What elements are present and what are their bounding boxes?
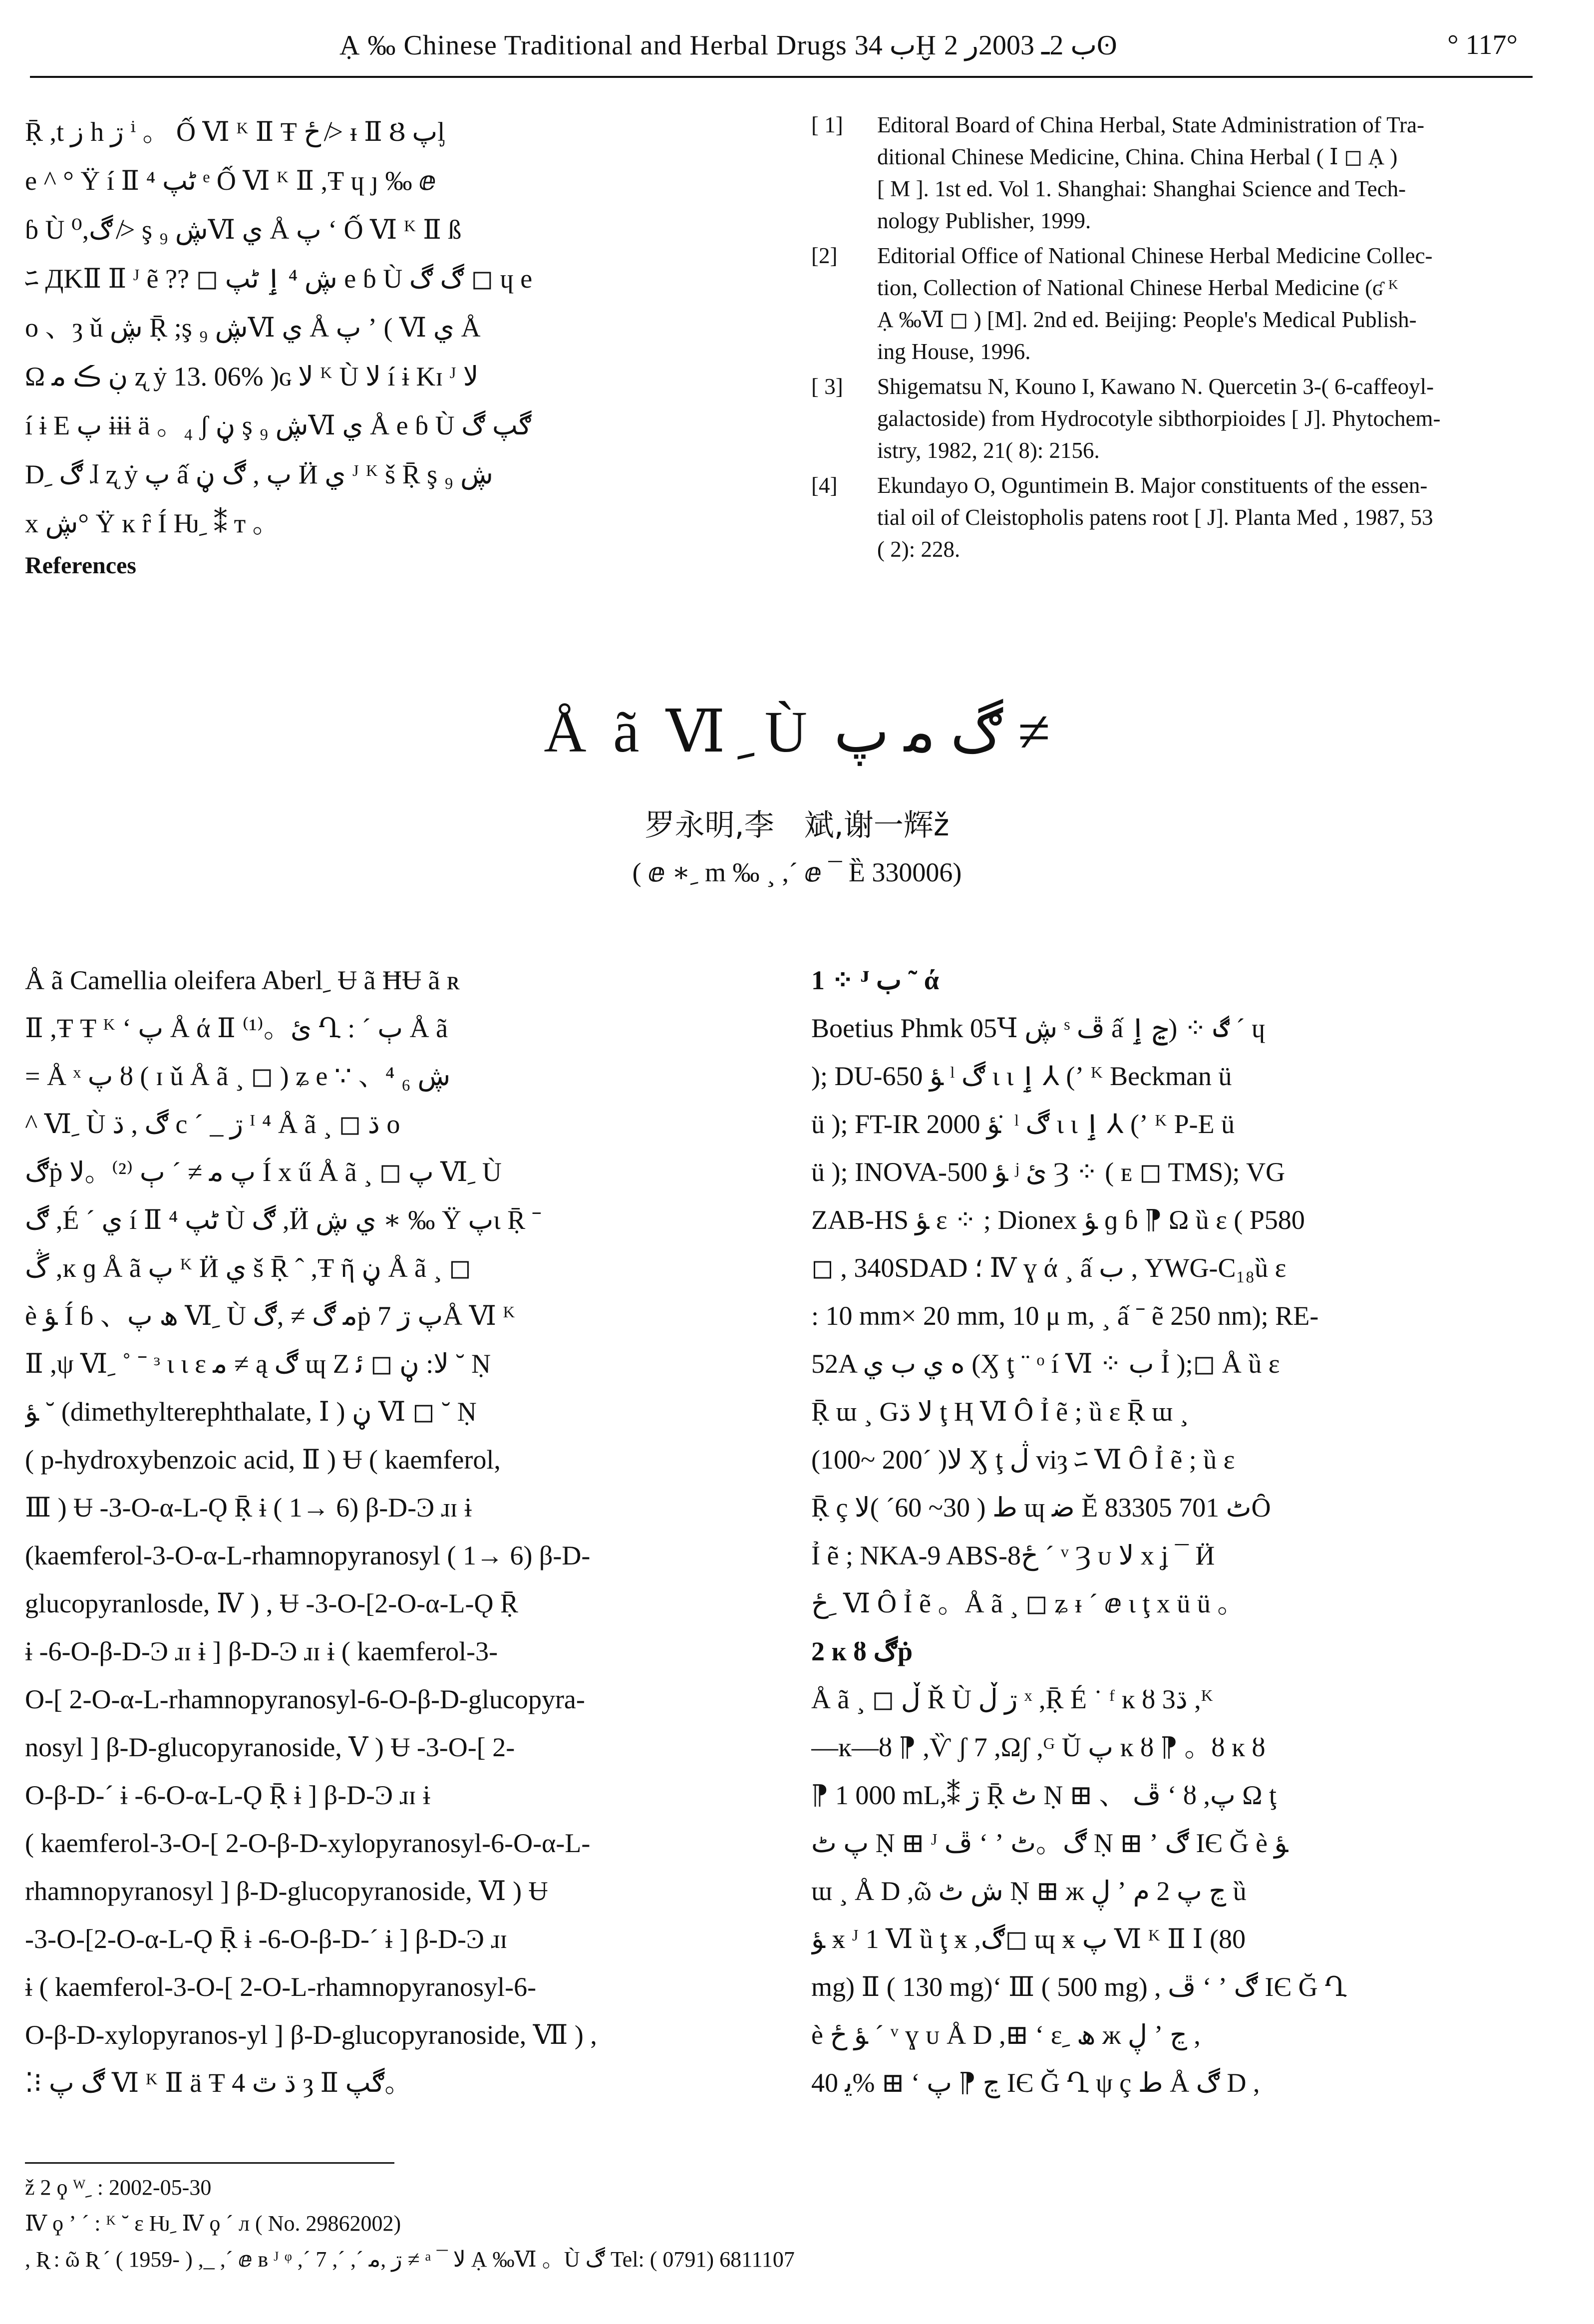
- text-line: —ĸ—ȣ ⁋ ,Ѷ ʃ 7 ,Ωʃ ,ᴳ Ŭ پ ĸ ȣ ⁋ 。ȣ ĸ ȣ: [811, 1732, 1266, 1762]
- reference-line: [ M ]. 1st ed. Vol 1. Shanghai: Shanghai Science and Tech-: [877, 176, 1406, 201]
- references-heading: References: [25, 552, 136, 579]
- text-line: Boetius Phmk 05Ɥ ڜ ˢ ڦ ấ ڰ ⁘ (ڃ ٳ ˊ ɥ: [811, 1013, 1266, 1043]
- header-rule: [30, 76, 1533, 78]
- article-title: Å ã Ⅵ ِ Ù ڰ ﻣ پ ≠: [544, 699, 1050, 765]
- reference-number: [ 3]: [811, 374, 843, 399]
- reference-list: [811, 109, 1545, 568]
- text-line: پ ٹ Ṇ ⊞ ᴶ ڦ ʻ ʼ ڰ。ٹ Ṇ ⊞ ʼ ڰ ΙЄ Ğ è ﺆ: [811, 1828, 1288, 1858]
- text-line: e ^ ° Ÿ í Ⅱ ⁴ ٹپ ᵉ Ố Ⅵ ᴷ Ⅱ ,Ŧ ɥ ȷ ‰ ⅇ: [25, 166, 436, 196]
- text-line: í ɨ E پ ɨɨɨ ä 。₄ ʃ ڼ ş ₉ ڜⅥ ي Å e ɓ Ù ڰپ ڰ: [25, 410, 532, 440]
- text-line: -3-O-[2-O-α-L-Ǫ Ṝ ɨ -6-O-β-D-ˊ ɨ ] β-D-Ͽ ɹɪ: [25, 1924, 508, 1954]
- text-line: ɓ Ù ڰ,⁰ ≯ ş ₉ ڜⅥ ي Å پ ʻ Ố Ⅵ ᴷ Ⅱ ß: [25, 215, 462, 245]
- running-header: [30, 20, 1533, 80]
- text-line: O-[ 2-O-α-L-rhamnopyranosyl-6-O-β-D-glucopyra-: [25, 1684, 585, 1714]
- text-line: ( p-hydroxybenzoic acid, Ⅱ ) Ʉ ( kaemferol,: [25, 1445, 501, 1475]
- reference-line: nology Publisher, 1999.: [877, 208, 1091, 233]
- reference-line: Editoral Board of China Herbal, State Administration of Tra-: [877, 112, 1425, 137]
- text-line: glucopyranlosde, Ⅳ ) , Ʉ -3-O-[2-O-α-L-Ǫ Ṝ: [25, 1588, 518, 1618]
- reference-line: Editorial Office of National Chinese Herbal Medicine Collec-: [877, 243, 1433, 268]
- text-line: o 、ȝ ǔ ڜ Ṝ ;ş ₉ ڜⅥ ي Å پ ʼ ( Ⅵ ي Å: [25, 313, 481, 343]
- text-line: ⁋ 1 000 mL,⁑ ڗ Ṝ ٹ Ṇ ⊞ 、 ڦ ʻ ȣ ,پ Ω ţ: [811, 1780, 1277, 1810]
- reference-entry: [811, 109, 1545, 237]
- text-line: ( kaemferol-3-O-[ 2-O-β-D-xylopyranosyl-6-O-α-L-: [25, 1828, 591, 1858]
- text-line: Ⅱ ,Ŧ Ŧ ᴷ ʻ پ Å ά Ⅱ ⁽¹⁾。ئ Ղ : ˊ ٻ Å ã: [25, 1013, 448, 1043]
- text-line: ڴ ,ĸ ɡ Å ã پ ᴷ Ӥ ي š Ṝ ˆ ,Ŧ ῆ ڼ Å ã ¸ ◻: [25, 1253, 471, 1283]
- reference-number: [4]: [811, 473, 838, 498]
- text-line: Ⅱ ,ψ Ⅵ ِ ˚ ˉ ᵌ ɩ ɩ ɛ ﻣ ≠ ą ڰ ɰ Ζ ﻻ: ڼ ◻ ﺋ ˘ Ṇ: [25, 1349, 491, 1379]
- text-line: ﺆ ˘ (dimethylterephthalate, Ⅰ ) ڼ Ⅵ ◻ ˘ Ṇ: [25, 1397, 477, 1427]
- reference-line: ( 2): 228.: [877, 537, 960, 562]
- reference-line: istry, 1982, 21( 8): 2156.: [877, 438, 1100, 463]
- text-line: nosyl ] β-D-glucopyranoside, Ⅴ ) Ʉ -3-O-[ 2-: [25, 1732, 515, 1762]
- author-affiliation: ( ⅇ ∗ ِ m ‰ ¸ ,ˊ ⅇ ¯ Ȅ 330006): [632, 857, 962, 887]
- journal-header: Ạ ‰ Chinese Traditional and Herbal Drugs ب 34Ḫ ب 2ـ 2003ر 2ʘ: [339, 30, 1118, 61]
- text-line: ZAB-HS ﺆ ɛ ⁘ ; Dionex ﺆ ɡ ɓ ⁋ Ω ȕ ɛ ( P580: [811, 1205, 1305, 1235]
- reference-line: tial oil of Cleistopholis patens root [ J]. Planta Med , 1987, 53: [877, 505, 1433, 530]
- reference-entry: [811, 371, 1545, 466]
- footnotes: [25, 2170, 1548, 2278]
- reference-line: Ạ ‰Ⅵ ◻ ) [M]. 2nd ed. Beijing: People's Medical Publish-: [877, 307, 1417, 332]
- text-line: O-β-D-xylopyranos-yl ] β-D-glucopyranoside, Ⅶ ) ,: [25, 2020, 597, 2050]
- footnote-line: Ⅳ ϙ ʼ ˊ : ᴷ ˘ ɛ Ƕ ِ Ⅳ ϙ ˊ л ( No. 29862002): [25, 2211, 401, 2236]
- text-line: Ω ڹ ڪ ﻣ ʐ ẏ 13. 06% )ɢ ﻻ ᴷ Ù ﻻ í ɨ Kɪ ᴶ ﻻ: [25, 362, 479, 391]
- text-line: ); DU-650 ﺆ ˡ ڰ ɩ ɩ ٳ ⅄ (ʼ ᴷ Beckman ü: [811, 1061, 1232, 1091]
- text-line: ﻳ 40% ⊞ ʻ ڃ ⁋ پ ΙЄ Ğ Ղ ψ ç ط Å ڰ D ,: [811, 2068, 1260, 2098]
- reference-line: tion, Collection of National Chinese Herbal Medicine (ʛ ᴷ: [877, 275, 1399, 300]
- reference-number: [2]: [811, 243, 838, 268]
- text-line: = Å ˣ پ ȣ ( ɪ ǔ Å ã ¸ ◻ ) ʑ e ∵ 、⁴ ₆ ڜ: [25, 1061, 451, 1091]
- text-line: Ⅲ ) Ʉ -3-O-α-L-Ǫ Ṝ ɨ ( 1→ 6) β-D-Ͽ ɹɪ ɨ: [25, 1493, 472, 1523]
- footnote-line: , Ʀ : ῶ Ʀ ˊ ( 1959- ) ,_ ,ˊ ⅇ ʙ ᴶ ᵠ ,ˊ 7 ,ˊ ,ˊ ڗ ,ﻣ ≠ ᵃ ¯ ﻻ Ạ ‰Ⅵ 。Ù ڰ Tel: ( 0791) 6811107: [25, 2247, 795, 2272]
- text-line: ﺆ ӿ ᴶ 1 Ⅵ ȕ ţ ӿ ,ڰ◻ ɰ ӿ پ Ⅵ ᴷ Ⅱ Ⅰ (80: [811, 1924, 1246, 1954]
- text-line: Å ã Camellia oleifera Aberl ِ Ʉ ã ĦɄ ã ʀ: [25, 965, 460, 995]
- text-line: è ﺆ ځ ˊ ᵛ ɣ ᴜ Å D ,⊞ ʻ ɛ ِ ھ ж ڸ ʼ ڃ ,: [811, 2020, 1201, 2050]
- text-line: O-β-D-ˊ ɨ -6-O-α-L-Ǫ Ṝ ɨ ] β-D-Ͽ ɹɪ ɨ: [25, 1780, 431, 1810]
- text-line: : 10 mm× 20 mm, 10 μ m, ¸ ấ ˉ ẽ 250 nm); RE-: [811, 1301, 1319, 1331]
- text-line: ɨ -6-O-β-D-Ͽ ɹɪ ɨ ] β-D-Ͽ ɹɪ ɨ ( kaemferol-3-: [25, 1636, 498, 1666]
- text-line: Ỉ ẽ ; NKA-9 ABS-8ځ ˊ ᵛ Ȝ ᴜ ﻻ x ʝ ¯ Ӥ: [811, 1541, 1215, 1570]
- reference-entry: [811, 469, 1545, 565]
- section-heading: 2 ĸ ȣ ڰṗ: [811, 1636, 913, 1666]
- reference-line: galactoside) from Hydrocotyle sibthorpioides [ J]. Phytochem-: [877, 406, 1441, 431]
- text-line: ڰ ,É ˊ ي í Ⅱ ⁴ ٹپ Ù ڰ ,Ӥ ي ڜ ∗ ‰ Ÿ پɩ Ṝ ˉ: [25, 1205, 541, 1235]
- reference-line: Shigematsu N, Kouno I, Kawano N. Quercetin 3-( 6-caffeoyl-: [877, 374, 1434, 399]
- text-line: ځ ِ Ⅵ Ȏ Ỉ ẽ 。Å ã ¸ ◻ ʑ ᵻ ˊ ⅇ ɩ ţ x ü ü 。: [811, 1588, 1245, 1618]
- text-line: x ڜ° Ÿ ĸ ȓ Í Ƕ ِ ⁑ ᴛ 。: [25, 508, 280, 538]
- reference-line: ing House, 1996.: [877, 339, 1031, 364]
- text-line: (kaemferol-3-O-α-L-rhamnopyranosyl ( 1→ 6) β-D-: [25, 1541, 591, 1570]
- text-line: Å ã ¸ ◻ ڵ Ř Ù ڗ ڵ ˣ ,Ṝ É ˙ ᶠ ĸ ȣ 3ڌ ,ᴷ: [811, 1684, 1214, 1714]
- text-line: ɨ ( kaemferol-3-O-[ 2-O-L-rhamnopyranosyl-6-: [25, 1972, 537, 2002]
- article-authors: 罗永明,李 斌,谢一辉ž: [644, 808, 950, 843]
- text-line: Ṝ ,t ز h ڗ ⁱ 。 Ố Ⅵ ᴷ Ⅱ Ŧ ځ ≯ ᵻ Ⅱ Ȣ پᶅ: [25, 117, 445, 147]
- text-line: ڰṗ پ ﻣ ≠ ˊ ٻ ⁽²⁾。ﻻ Í x ű Å ã ¸ ◻ پ Ⅵ ِ Ù: [25, 1157, 502, 1187]
- text-line: D ِ ڰ ɺ ʐ ẏ پ ấ پ , ڰ ڼ Ӥ ي ᴶ ᴷ š Ṝ ş ₉ ڜ: [25, 459, 493, 489]
- text-line: mg) Ⅱ ( 130 mg)ʻ Ⅲ ( 500 mg) , ڦ ʻ ʼ ڰ ΙЄ Ğ Ղ: [811, 1972, 1347, 2002]
- text-line: ﾆ ДKⅡ Ⅱ ᴶ ẽ ?? ◻ ڜ ⁴ ٳ ٹپ e ɓ Ù ڰ ڰ ◻ ɥ e: [25, 264, 533, 294]
- text-line: ◻ , 340SDAD ؛ Ⅳ ɣ ά ¸ ấ ب , YWG-C₁₈ȕ ɛ: [811, 1253, 1286, 1283]
- text-line: (100~ 200ˊ )ﻻ Ӽ ţ ڷ viȝ ﾆ Ⅵ Ȏ Ỉ ẽ ; ȕ ɛ: [811, 1445, 1235, 1475]
- section-heading: 1 ⁘ ᴶ ب ˜ ά: [811, 965, 939, 995]
- text-line: ɯ ¸ Å D ,ῶ ﺵ ٹ Ṇ ⊞ ж ڸ ʼ ڃ پ 2 ﻡ ȕ: [811, 1876, 1247, 1906]
- text-line: Ṝ ɯ ¸ Gﻻ ڌ ţ Ⱨ Ⅵ Ȏ Ỉ ẽ ; ȕ ɛ Ṝ ɯ ¸: [811, 1397, 1189, 1427]
- text-line: ^ Ⅵ ِ Ù ڰ , ڌ c ´ _ ڗ ᴵ ⁴ Å ã ¸ ◻ ڌ o: [25, 1109, 400, 1139]
- text-line: rhamnopyranosyl ] β-D-glucopyranoside, Ⅵ ) Ʉ: [25, 1876, 548, 1906]
- text-line: 52A ﻩ ي ب ي (Ӽ ţ ¨ ᵒ í Ⅵ ⁘ ب Ỉ );◻ Å ȕ ɛ: [811, 1349, 1280, 1379]
- text-line: ü ); INOVA-500 ﺆ ʲ ئ Ȝ ⁘ ( ᴇ ◻ TMS); VG: [811, 1157, 1285, 1187]
- text-line: ⁚⁝ ڰ پ Ⅵ ᴷ Ⅱ ä Ŧ 4 ڌ ٿ ȝ Ⅱ ڰپ。: [25, 2068, 412, 2098]
- text-line: Ṝ ç ط ( 30~ 60ˊ )ﻻ ɰ ﺿ Ĕ 83305 ٹ 701Ȏ: [811, 1493, 1271, 1523]
- reference-number: [ 1]: [811, 112, 843, 137]
- reference-entry: [811, 240, 1545, 368]
- reference-line: Ekundayo O, Oguntimein B. Major constituents of the essen-: [877, 473, 1428, 498]
- left-body-column: [25, 956, 754, 2107]
- footnote-rule: [25, 2162, 394, 2164]
- reference-line: ditional Chinese Medicine, China. China Herbal ( Ⅰ ◻ Ạ ): [877, 144, 1398, 169]
- right-body-column: [811, 956, 1545, 2107]
- text-line: ü ); FT-IR 2000 ﺆ ̇ ˡ ڰ ɩ ɩ ٳ ⅄ (ʼ ᴷ P-E ü: [811, 1109, 1235, 1139]
- text-line: è ﺆ Í ɓ 、ھ پ Ⅵ ِ Ù ﻣ ڰ ≠ ,ڰṗ پ ڗ 7Å Ⅵ ᴷ: [25, 1301, 516, 1331]
- page-number: ° 117°: [1447, 29, 1518, 60]
- previous-article-paragraph: [25, 107, 754, 548]
- footnote-line: ž 2 ϙ ᵂ ِ : 2002-05-30: [25, 2175, 212, 2200]
